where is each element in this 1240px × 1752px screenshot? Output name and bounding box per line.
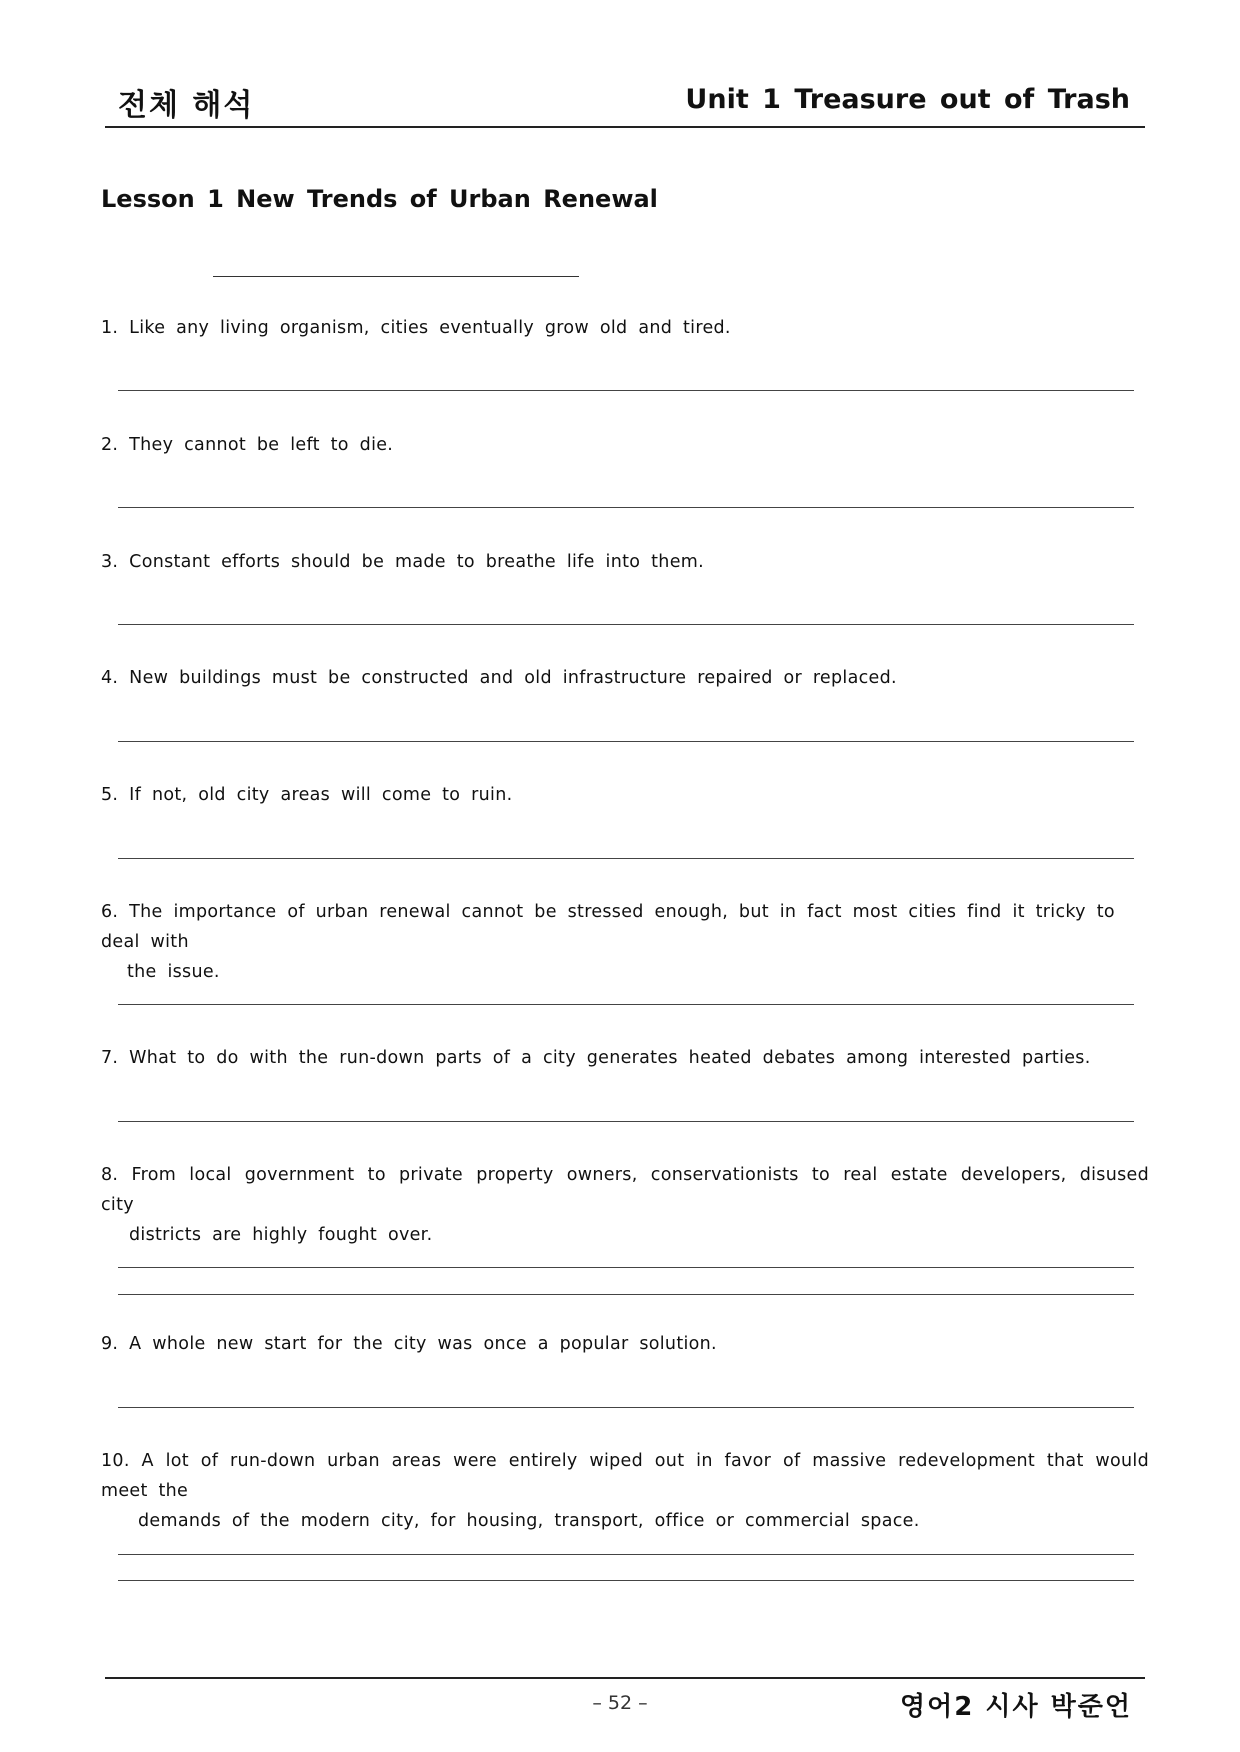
sentence-number: 4. <box>101 668 119 688</box>
sentence-text: A lot of run-down urban areas were entirely wiped out in favor of massive redevelopment that would meet the <box>101 1451 1149 1501</box>
sentence-2 <box>101 430 1149 460</box>
sentence-5 <box>101 780 1149 810</box>
answer-line-2[interactable] <box>118 507 1134 508</box>
answer-line-3[interactable] <box>118 624 1134 625</box>
answer-line-10a[interactable] <box>118 1554 1134 1555</box>
sentence-number: 8. <box>101 1165 119 1185</box>
answer-line-10b[interactable] <box>118 1580 1134 1581</box>
header-unit-title: Unit 1 Treasure out of Trash <box>685 84 1130 115</box>
header-divider <box>105 126 1145 128</box>
footer-course-author: 영어2 시사 박준언 <box>899 1692 1132 1722</box>
answer-line-8a[interactable] <box>118 1267 1134 1268</box>
sentence-10 <box>101 1446 1149 1536</box>
sentence-text: They cannot be left to die. <box>129 435 394 455</box>
sentence-number: 1. <box>101 318 119 338</box>
sentence-4 <box>101 663 1149 693</box>
answer-line-6[interactable] <box>118 1004 1134 1005</box>
answer-line-4[interactable] <box>118 741 1134 742</box>
sentence-text-continued: the issue. <box>127 962 220 982</box>
sentence-number: 6. <box>101 902 119 922</box>
header-left-title: 전체 해석 <box>118 88 255 123</box>
sentence-8 <box>101 1160 1149 1250</box>
sentence-number: 7. <box>101 1048 119 1068</box>
sentence-6 <box>101 897 1149 987</box>
sentence-number: 3. <box>101 552 119 572</box>
sentence-number: 2. <box>101 435 119 455</box>
sentence-text: Constant efforts should be made to breathe life into them. <box>129 552 704 572</box>
sentence-text: From local government to private property owners, conservationists to real estate developers, disused city <box>101 1165 1149 1215</box>
answer-line-7[interactable] <box>118 1121 1134 1122</box>
sentence-number: 10. <box>101 1451 130 1471</box>
sentence-text: New buildings must be constructed and old infrastructure repaired or replaced. <box>129 668 897 688</box>
sentence-text: Like any living organism, cities eventually grow old and tired. <box>129 318 731 338</box>
sentence-3 <box>101 547 1149 577</box>
sentence-1 <box>101 313 1149 343</box>
sentence-text: A whole new start for the city was once a popular solution. <box>129 1334 717 1354</box>
answer-line-8b[interactable] <box>118 1294 1134 1295</box>
title-underline <box>213 276 579 277</box>
sentence-text: The importance of urban renewal cannot be stressed enough, but in fact most cities find it tricky to deal with <box>101 902 1115 952</box>
page-number: – 52 – <box>592 1692 648 1714</box>
sentence-number: 5. <box>101 785 119 805</box>
sentence-text-continued: demands of the modern city, for housing, transport, office or commercial space. <box>138 1511 920 1531</box>
sentence-9 <box>101 1329 1149 1359</box>
sentence-number: 9. <box>101 1334 119 1354</box>
sentence-text: If not, old city areas will come to ruin. <box>129 785 513 805</box>
lesson-title: Lesson 1 New Trends of Urban Renewal <box>101 185 658 213</box>
sentence-7 <box>101 1043 1149 1073</box>
answer-line-1[interactable] <box>118 390 1134 391</box>
sentence-text-continued: districts are highly fought over. <box>129 1225 433 1245</box>
answer-line-9[interactable] <box>118 1407 1134 1408</box>
sentence-text: What to do with the run-down parts of a city generates heated debates among interested parties. <box>129 1048 1091 1068</box>
footer-divider <box>105 1677 1145 1679</box>
answer-line-5[interactable] <box>118 858 1134 859</box>
